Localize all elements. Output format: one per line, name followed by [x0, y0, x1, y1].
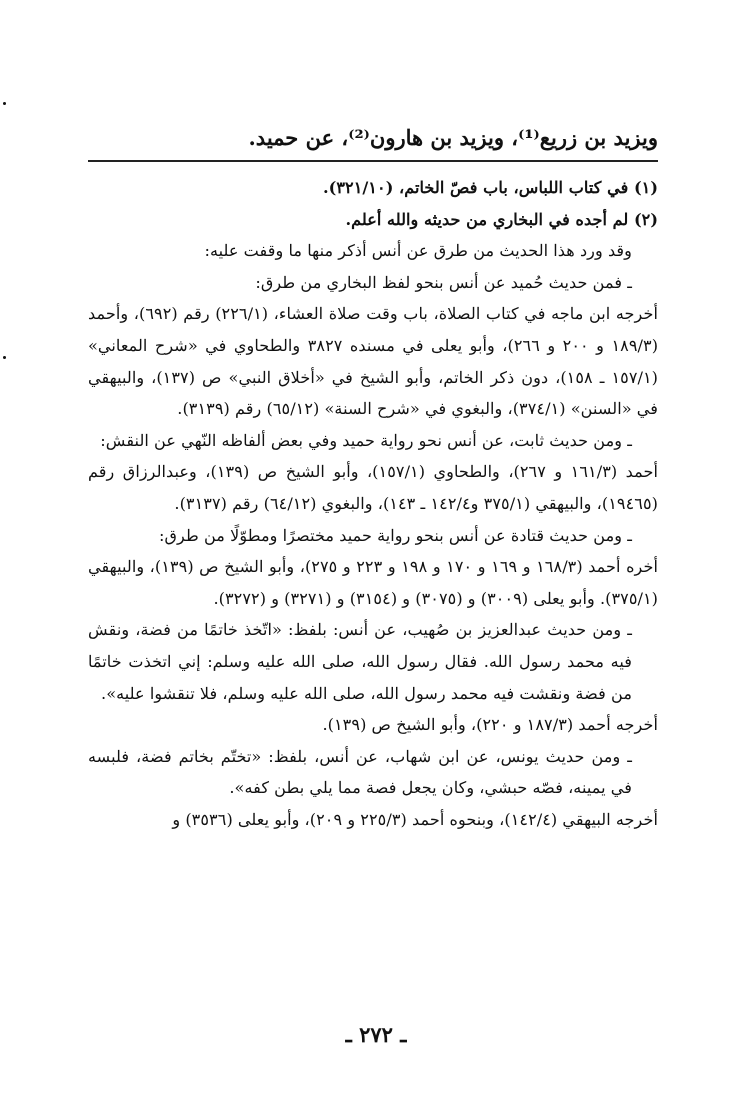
main-text: ويزيد بن زريع⁽¹⁾، ويزيد بن هارون⁽²⁾، عن حميد. [248, 125, 658, 150]
footnote-paragraph: ـ فمن حديث حُميد عن أنس بنحو لفظ البخاري من طرق: [255, 272, 632, 292]
footnotes [88, 172, 658, 835]
footnote-paragraph: أحمد (١٦١/٣ و ٢٦٧)، والطحاوي (١٥٧/١)، وأبو الشيخ ص (١٣٩)، وعبدالرزاق رقم (١٩٤٦٥)، والبيهقي (٣٧٥/١ و١٤٢/٤ ـ ١٤٣)، والبغوي (٦٤/١٢) رقم (٣١٣٧). [88, 462, 659, 513]
margin-mark [3, 356, 6, 359]
page-body [88, 118, 658, 835]
footnote-paragraph: أخره أحمد (١٦٨/٣ و ١٦٩ و ١٧٠ و ١٩٨ و ٢٢٣ و ٢٧٥)، وأبو الشيخ ص (١٣٩)، والبيهقي (٣٧٥/١). وأبو يعلى (٣٠٠٩) و (٣٠٧٥) و (٣١٥٤) و (٣٢٧١) و (٣٢٧٢). [88, 557, 658, 608]
footnote-paragraph: أخرجه أحمد (١٨٧/٣ و ٢٢٠)، وأبو الشيخ ص (١٣٩). [322, 715, 658, 735]
footnote-paragraph: أخرجه البيهقي (١٤٢/٤)، وبنحوه أحمد (٢٢٥/٣ و ٢٠٩)، وأبو يعلى (٣٥٣٦) و [172, 809, 658, 829]
footnote-paragraph: ـ ومن حديث ثابت، عن أنس نحو رواية حميد وفي بعض ألفاظه النّهي عن النقش: [100, 430, 632, 450]
page-number: ـ ٢٧٢ ـ [345, 1022, 407, 1047]
footnote-paragraph: أخرجه ابن ماجه في كتاب الصلاة، باب وقت صلاة العشاء، (٢٢٦/١) رقم (٦٩٢)، وأحمد (١٨٩/٣ و ٢٠٠ و ٢٦٦)، وأبو يعلى في مسنده ٣٨٢٧ والطحاوي في «شرح المعاني» (١٥٧/١ ـ ١٥٨)، دون ذكر الخاتم، وأبو الشيخ في «أخلاق النبي» ص (١٣٧)، والبيهقي في «السنن» (٣٧٤/١)، والبغوي في «شرح السنة» (٦٥/١٢) رقم (٣١٣٩). [88, 304, 659, 419]
footnote-1: (١) في كتاب اللباس، باب فصّ الخاتم، (٣٢١/١٠). [323, 178, 658, 197]
margin-mark [3, 102, 6, 105]
footnote-2: (٢) لم أجده في البخاري من حديثه والله أعلم. [345, 209, 658, 229]
footnote-paragraph: ـ ومن حديث يونس، عن ابن شهاب، عن أنس، بلفظ: «تختّم بخاتم فضة، فلبسه في يمينه، فصّه حبشي، وكان يجعل فصة مما يلي بطن كفه». [88, 746, 632, 798]
footnote-paragraph: ـ ومن حديث عبدالعزيز بن صُهيب، عن أنس: بلفظ: «اتّخذ خاتمًا من فضة، ونقش فيه محمد رسول الله. فقال رسول الله، صلى الله عليه وسلم: إني اتخذت خاتمًا من فضة ونقشت فيه محمد رسول الله، صلى الله عليه وسلم، فلا تنقشوا عليه». [88, 620, 632, 703]
footnote-paragraph: ـ ومن حديث قتادة عن أنس بنحو رواية حميد مختصرًا ومطوّلًا من طرق: [159, 525, 632, 545]
footnote-divider [88, 160, 658, 162]
footnote-paragraph: وقد ورد هذا الحديث من طرق عن أنس أذكر منها ما وقفت عليه: [204, 241, 632, 261]
